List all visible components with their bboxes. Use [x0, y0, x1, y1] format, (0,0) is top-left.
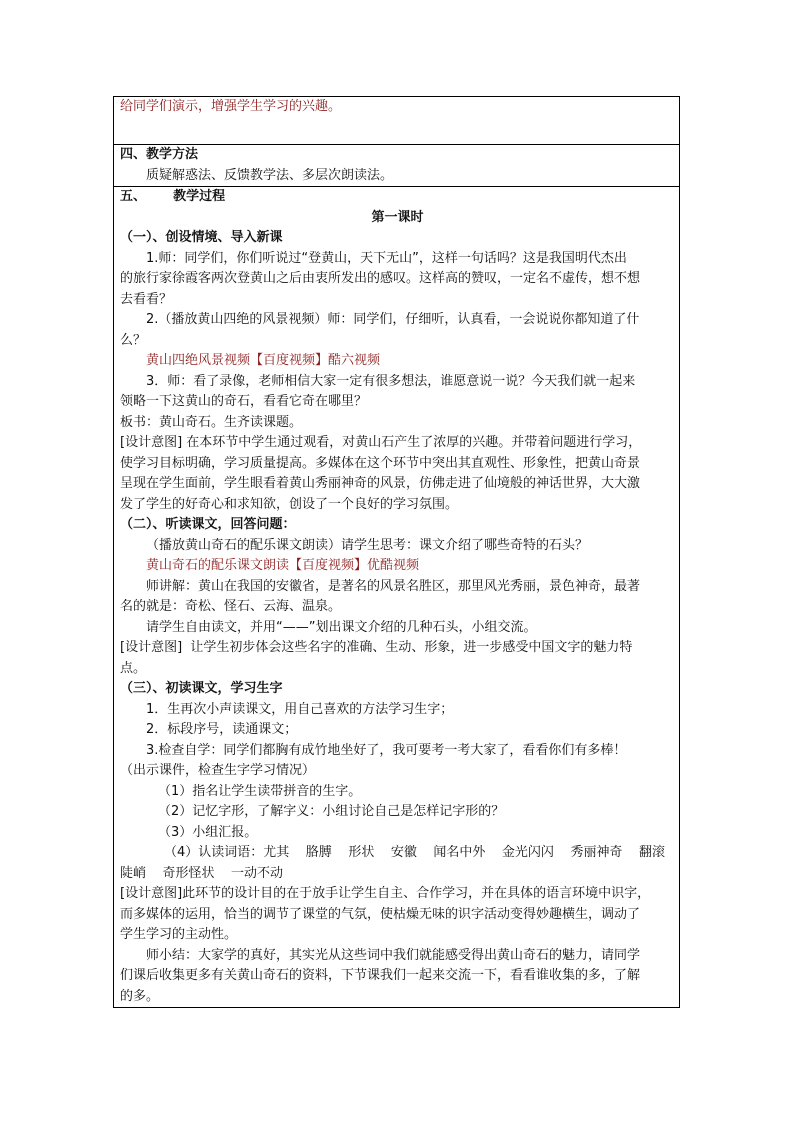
design-intent: [设计意图] 让学生初步体会这些名字的准确、生动、形象，进一步感受中国文字的魅力特	[120, 640, 633, 655]
list-item: （1）指名让学生读带拼音的生字。	[158, 783, 362, 799]
paragraph: 去看看？	[120, 291, 173, 307]
section-3-heading: （三）、初读课文，学习生字	[120, 681, 283, 696]
section-1-heading: （一）、创设情境、导入新课	[120, 230, 283, 245]
video-link-reading[interactable]: 黄山奇石的配乐课文朗读【百度视频】优酷视频	[146, 558, 420, 573]
paragraph: 1.师：同学们，你们听说过“登黄山，天下无山”，这样一句话吗？这是我国明代杰出	[146, 250, 627, 266]
design-intent: 使学习目标明确，学习质量提高。多媒体在这个环节中突出其直观性、形象性，把黄山奇景	[120, 455, 641, 471]
summary: 们课后收集更多有关黄山奇石的资料，下节课我们一起来交流一下，看看谁收集的多，了解	[120, 968, 641, 983]
design-intent: [设计意图]此环节的设计目的在于放手让学生自主、合作学习，并在具体的语言环境中识字，	[120, 886, 651, 901]
paragraph: 么？	[120, 332, 147, 348]
paragraph: 请学生自由读文，并用“——”划出课文介绍的几种石头，小组交流。	[146, 619, 537, 635]
teaching-method-text: 质疑解惑法、反馈教学法、多层次朗读法。	[146, 167, 394, 183]
summary: 的多。	[120, 988, 160, 1004]
design-intent: 发了学生的好奇心和求知欲，创设了一个良好的学习氛围。	[120, 496, 459, 512]
teaching-method-heading: 四、教学方法	[120, 147, 199, 162]
summary: 师小结：大家学的真好，其实光从这些词中我们就能感受得出黄山奇石的魅力，请同学	[146, 947, 641, 963]
paragraph: 名的就是：奇松、怪石、云海、温泉。	[120, 599, 342, 614]
video-link-scenery[interactable]: 黄山四绝风景视频【百度视频】酷六视频	[146, 353, 381, 368]
design-intent: 呈现在学生面前，学生眼看着黄山秀丽神奇的风景，仿佛走进了仙境般的神话世界，大大激	[120, 476, 641, 491]
teaching-process-heading: 五、 教学过程	[120, 189, 226, 204]
paragraph: 领略一下这黄山的奇石，看看它奇在哪里？	[120, 394, 368, 409]
paragraph: 2.（播放黄山四绝的风景视频）师：同学们，仔细听，认真看，一会说说你都知道了什	[146, 312, 640, 327]
design-intent: 而多媒体的运用，恰当的调节了课堂的气氛，使枯燥无味的识字活动变得妙趣横生，调动了	[120, 906, 641, 922]
paragraph: （播放黄山奇石的配乐课文朗读）请学生思考：课文介绍了哪些奇特的石头？	[146, 537, 589, 553]
paragraph: 1．生再次小声读课文，用自己喜欢的方法学习生字；	[146, 701, 454, 717]
paragraph: 师讲解：黄山在我国的安徽省，是著名的风景名胜区，那里风光秀丽，景色神奇，最著	[146, 578, 641, 594]
paragraph: 的旅行家徐霞客两次登黄山之后由衷所发出的感叹。这样高的赞叹，一定名不虚传，想不想	[120, 271, 641, 286]
paragraph: 3．师：看了录像，老师相信大家一定有很多想法，谁愿意说一说？今天我们就一起来	[146, 373, 636, 389]
intro-text: 给同学们演示，增强学生学习的兴趣。	[120, 99, 342, 114]
lesson-title: 第一课时	[371, 209, 424, 225]
list-item: 陡峭 奇形怪状 一动不动	[120, 865, 284, 881]
list-item: （2）记忆字形，了解字义：小组讨论自己是怎样记字形的？	[158, 804, 505, 819]
list-item: （3）小组汇报。	[158, 824, 258, 840]
paragraph: （出示课件，检查生字学习情况）	[120, 763, 316, 778]
design-intent: 学生学习的主动性。	[120, 927, 238, 942]
lesson-plan-table	[113, 96, 680, 1008]
design-intent: [设计意图] 在本环节中学生通过观看，对黄山石产生了浓厚的兴趣。并带着问题进行学习，	[120, 435, 642, 450]
design-intent: 点。	[120, 660, 147, 676]
section-2-heading: （二）、听读课文，回答问题：	[120, 517, 296, 532]
list-item: （4）认读词语：尤其 胳膊 形状 安徽 闻名中外 金光闪闪 秀丽神奇 翻滚	[164, 845, 665, 860]
intro-cell	[114, 97, 679, 145]
teaching-process-cell	[114, 187, 679, 1007]
board-note: 板书：黄山奇石。生齐读课题。	[120, 414, 303, 430]
teaching-method-cell	[114, 145, 679, 187]
paragraph: 2．标段序号，读通课文；	[146, 722, 298, 737]
paragraph: 3.检查自学：同学们都胸有成竹地坐好了，我可要考一考大家了，看看你们有多棒！	[146, 742, 627, 758]
